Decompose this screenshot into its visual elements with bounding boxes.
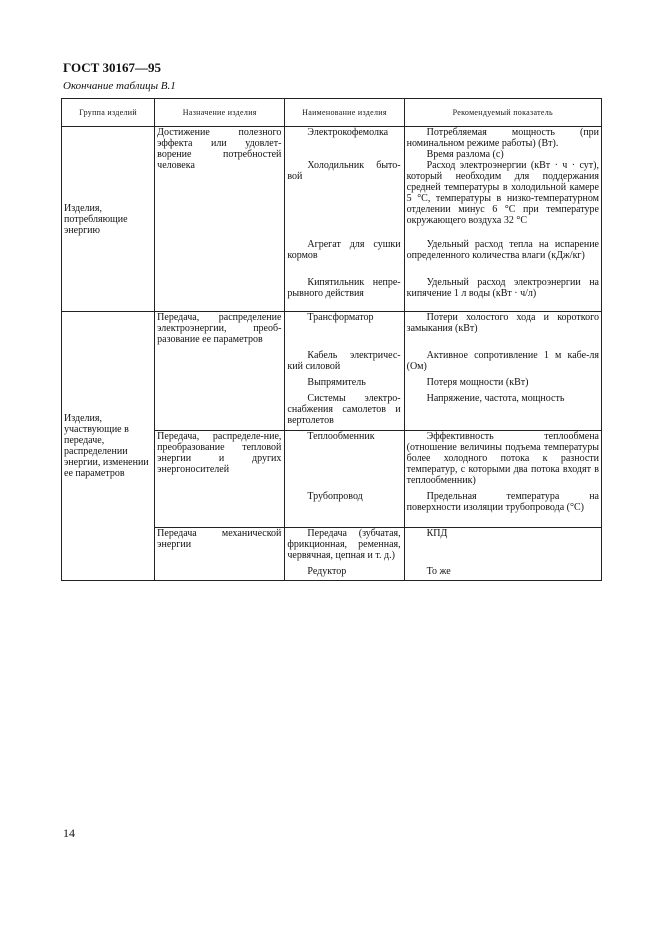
column-header-purpose: Назначение изделия: [155, 99, 285, 127]
indicator-text: Эффективность теплообмена (отношение величины подъема температуры более холодного потока к разности температур, с которыми два потока входят в теплообменник): [406, 431, 599, 486]
table-header-row: [62, 99, 602, 127]
purpose-text: Передача механической энергии: [157, 528, 282, 550]
product-name: Редуктор: [307, 566, 347, 577]
product-name: Электрокофемолка: [307, 127, 389, 138]
product-name: Агрегат для сушки кормов: [287, 239, 401, 261]
purpose-cell: [155, 431, 285, 528]
indicator-text: То же: [426, 566, 451, 577]
table-row: [62, 312, 602, 431]
indicator-cell: [404, 312, 601, 431]
indicator-cell: [404, 127, 601, 312]
column-header-name: Наименование изделия: [285, 99, 404, 127]
indicator-text: Расход электроэнергии (кВт · ч · сут), который необходим для поддержания средней температуры в холодильной камере 5 °С, температуры в низко-температурном отделении минус 6 °С при температуре окружающего воздуха 32 °С: [406, 160, 599, 226]
column-header-group: Группа изделий: [62, 99, 155, 127]
column-header-indicator: Рекомендуемый показатель: [404, 99, 601, 127]
indicator-text: КПД: [426, 528, 448, 539]
table-row: [62, 127, 602, 312]
page-number: 14: [63, 826, 75, 840]
indicator-text: Потеря мощности (кВт): [426, 377, 529, 388]
indicator-cell: [404, 431, 601, 528]
indicator-text: Активное сопротивление 1 м кабе-ля (Ом): [406, 350, 599, 372]
group-cell: Изделия, потребляющие энергию: [62, 127, 155, 312]
purpose-text: Передача, распределение электроэнергии, преоб-разование ее параметров: [157, 312, 282, 345]
indicator-text: Предельная температура на поверхности изоляции трубопровода (°С): [406, 491, 599, 513]
product-name: Теплообменник: [307, 431, 375, 442]
group-cell: Изделия, участвующие в передаче, распределении энергии, изменении ее параметров: [62, 312, 155, 581]
purpose-cell: [155, 127, 285, 312]
product-name: Кабель электричес-кий силовой: [287, 350, 401, 372]
product-name: Кипятильник непре-рывного действия: [287, 277, 401, 299]
products-table: [61, 98, 602, 581]
product-name: Системы электро-снабжения самолетов и вертолетов: [287, 393, 401, 426]
indicator-text: Потребляемая мощность (при номинальном режиме работы) (Вт).: [406, 127, 599, 149]
product-name-cell: [285, 431, 404, 528]
product-name: Трубопровод: [307, 491, 363, 502]
product-name-cell: [285, 127, 404, 312]
indicator-text: Время разлома (с): [426, 149, 504, 160]
indicator-text: Удельный расход тепла на испарение определенного количества влаги (кДж/кг): [406, 239, 599, 261]
purpose-text: Достижение полезного эффекта или удовлет-ворение потребностей человека: [157, 127, 282, 171]
document-header: ГОСТ 30167—95: [63, 60, 162, 75]
purpose-text: Передача, распределе-ние, преобразование тепловой энергии и других энергоносителей: [157, 431, 282, 475]
purpose-cell: [155, 312, 285, 431]
indicator-text: Удельный расход электроэнергии на кипячение 1 л воды (кВт · ч/л): [406, 277, 599, 299]
product-name-cell: [285, 528, 404, 581]
indicator-cell: [404, 528, 601, 581]
table-caption: Окончание таблицы В.1: [63, 80, 176, 92]
product-name: Трансформатор: [307, 312, 374, 323]
purpose-cell: [155, 528, 285, 581]
indicator-text: Напряжение, частота, мощность: [426, 393, 565, 404]
product-name-cell: [285, 312, 404, 431]
product-name: Передача (зубчатая, фрикционная, ременная, червячная, цепная и т. д.): [287, 528, 401, 561]
product-name: Холодильник быто-вой: [287, 160, 401, 182]
indicator-text: Потери холостого хода и короткого замыкания (кВт): [406, 312, 599, 334]
product-name: Выпрямитель: [307, 377, 366, 388]
